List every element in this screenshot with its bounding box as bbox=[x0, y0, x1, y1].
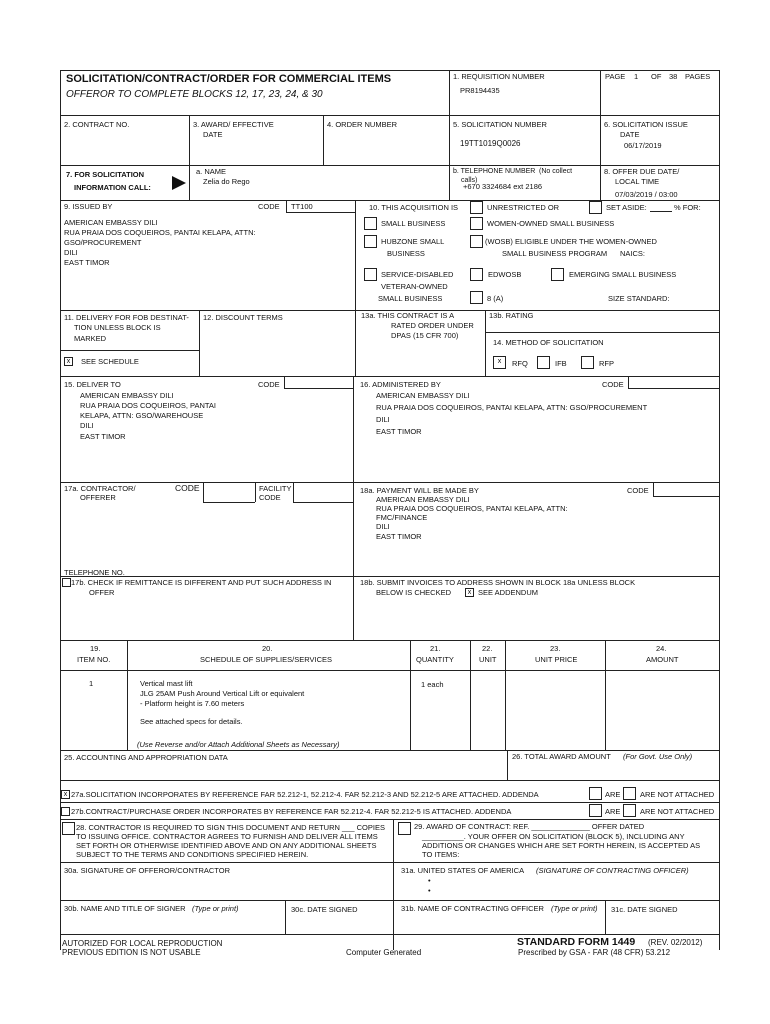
page-number: 1 bbox=[634, 72, 639, 81]
size-standard-label: SIZE STANDARD: bbox=[608, 294, 670, 303]
info-call-label-2: INFORMATION CALL: bbox=[74, 183, 151, 192]
deliver-to-line-1: AMERICAN EMBASSY DILI bbox=[80, 391, 174, 400]
form-number: STANDARD FORM 1449 bbox=[517, 936, 636, 948]
rated-order-label-2: RATED ORDER UNDER bbox=[391, 321, 474, 330]
contract-no-label: 2. CONTRACT NO. bbox=[64, 120, 130, 129]
telephone-number: +670 3324684 ext 2186 bbox=[463, 182, 543, 191]
administered-by-code-label: CODE bbox=[602, 380, 624, 389]
invoice-label: 18b. SUBMIT INVOICES TO ADDRESS SHOWN IN BLOCK 18a UNLESS BLOCK bbox=[360, 578, 636, 587]
telephone-label: b. TELEPHONE NUMBER bbox=[453, 168, 536, 175]
block29-line-4: TO ITEMS: bbox=[422, 850, 460, 859]
see-schedule-checkbox[interactable]: x bbox=[64, 357, 73, 366]
fob-label: 11. DELIVERY FOR FOB DESTINAT- bbox=[64, 313, 189, 322]
award-of-contract-checkbox[interactable] bbox=[398, 822, 411, 835]
issued-by-line-1: AMERICAN EMBASSY DILI bbox=[64, 218, 158, 227]
bullet-1: • bbox=[428, 876, 431, 885]
27b-not-attached-checkbox[interactable] bbox=[623, 804, 636, 817]
rfq-checkbox[interactable]: x bbox=[493, 356, 506, 369]
clause-27a: 27a.SOLICITATION INCORPORATES BY REFERENCE FAR 52.212-1, 52.212-4. FAR 52.212-3 AND 52.212-5 ARE ATTACHED. ADDENDA bbox=[71, 790, 539, 799]
eight-a-label: 8 (A) bbox=[487, 294, 504, 303]
prescribed-by: Prescribed by GSA - FAR (48 CFR) 53.212 bbox=[518, 948, 671, 957]
requisition-number: PR8194435 bbox=[460, 86, 500, 95]
emerging-label: EMERGING SMALL BUSINESS bbox=[569, 270, 677, 279]
telephone-label-2: calls) bbox=[461, 177, 478, 184]
rating-label: 13b. RATING bbox=[489, 311, 534, 320]
issued-by-code-label: CODE bbox=[258, 202, 280, 211]
fob-label-3: MARKED bbox=[74, 334, 107, 343]
payment-code-label: CODE bbox=[627, 486, 649, 495]
27a-are-label: ARE bbox=[605, 790, 621, 799]
naics-label: NAICS: bbox=[620, 249, 646, 258]
offeror-signature-label: 30a. SIGNATURE OF OFFEROR/CONTRACTOR bbox=[64, 866, 230, 875]
reverse-note: (Use Reverse and/or Attach Additional Sheets as Necessary) bbox=[137, 740, 340, 749]
clause-27b: 27b.CONTRACT/PURCHASE ORDER INCORPORATES BY REFERENCE FAR 52.212-4. FAR 52.212-5 IS ATTACHED. ADDENDA bbox=[71, 807, 512, 816]
no-collect-label: (No collect bbox=[539, 168, 573, 175]
wosb-checkbox[interactable] bbox=[470, 217, 483, 230]
block29-line-3: ADDITIONS OR CHANGES WHICH ARE SET FORTH HEREIN, IS ACCEPTED AS bbox=[422, 841, 701, 850]
rfq-label: RFQ bbox=[512, 359, 528, 368]
acquisition-label: 10. THIS ACQUISITION IS bbox=[369, 203, 459, 212]
item-description-1: Vertical mast lift bbox=[140, 679, 193, 688]
deliver-to-line-3: KELAPA, ATTN: GSO/WAREHOUSE bbox=[80, 411, 204, 420]
administered-by-label: 16. ADMINISTERED BY bbox=[360, 380, 441, 389]
col-schedule: SCHEDULE OF SUPPLIES/SERVICES bbox=[200, 655, 332, 664]
27a-not-attached-checkbox[interactable] bbox=[623, 787, 636, 800]
issue-date: 06/17/2019 bbox=[624, 141, 662, 150]
remittance-checkbox[interactable] bbox=[62, 578, 71, 587]
hubzone-label: HUBZONE SMALL bbox=[381, 237, 445, 246]
administered-by-line-1: AMERICAN EMBASSY DILI bbox=[376, 391, 470, 400]
issued-by-code: TT100 bbox=[291, 202, 313, 211]
deliver-to-label: 15. DELIVER TO bbox=[64, 380, 121, 389]
27b-not-attached-label: ARE NOT ATTACHED bbox=[640, 807, 715, 816]
administered-by-line-4: EAST TIMOR bbox=[376, 427, 422, 436]
payment-line-1: AMERICAN EMBASSY DILI bbox=[376, 495, 470, 504]
rated-order-label-3: DPAS (15 CFR 700) bbox=[391, 331, 459, 340]
administered-by-line-2: RUA PRAIA DOS COQUEIROS, PANTAI KELAPA, ATTN: GSO/PROCUREMENT bbox=[376, 403, 648, 412]
administered-by-line-3: DILI bbox=[376, 415, 390, 424]
co-name-label: 31b. NAME OF CONTRACTING OFFICER bbox=[401, 904, 544, 913]
col-item-no-num: 19. bbox=[90, 644, 101, 653]
addenda-27a-checkbox[interactable]: x bbox=[61, 790, 70, 799]
contractor-label-2: OFFERER bbox=[80, 493, 116, 502]
addenda-27b-checkbox[interactable] bbox=[61, 807, 70, 816]
ifb-checkbox[interactable] bbox=[537, 356, 550, 369]
issued-by-line-4: DILI bbox=[64, 248, 78, 257]
co-date-label: 31c. DATE SIGNED bbox=[611, 905, 678, 914]
remittance-label-2: OFFER bbox=[89, 588, 115, 597]
bullet-2: • bbox=[428, 886, 431, 895]
wosb-label: WOMEN-OWNED SMALL BUSINESS bbox=[487, 219, 615, 228]
unrestricted-checkbox[interactable] bbox=[470, 201, 483, 214]
wosb-eligible-label: (WOSB) ELIGIBLE UNDER THE WOMEN-OWNED bbox=[485, 237, 657, 246]
col-amount-num: 24. bbox=[656, 644, 667, 653]
block28-line-3: SET FORTH OR OTHERWISE IDENTIFIED ABOVE AND ON ANY ADDITIONAL SHEETS bbox=[76, 841, 377, 850]
issued-by-line-3: GSO/PROCUREMENT bbox=[64, 238, 142, 247]
col-schedule-num: 20. bbox=[262, 644, 273, 653]
offeror-date-label: 30c. DATE SIGNED bbox=[291, 905, 358, 914]
contractor-code-label: CODE bbox=[175, 483, 200, 493]
hubzone-checkbox[interactable] bbox=[364, 235, 377, 248]
27a-not-attached-label: ARE NOT ATTACHED bbox=[640, 790, 715, 799]
solicitation-number: 19TT1019Q0026 bbox=[460, 139, 521, 148]
telephone-no-label: TELEPHONE NO. bbox=[64, 568, 125, 577]
deliver-to-line-4: DILI bbox=[80, 421, 94, 430]
see-addendum-checkbox[interactable]: x bbox=[465, 588, 474, 597]
wosb-eligible-checkbox[interactable] bbox=[470, 235, 483, 248]
previous-edition-note: PREVIOUS EDITION IS NOT USABLE bbox=[62, 948, 201, 957]
col-unit-price-num: 23. bbox=[550, 644, 561, 653]
payment-label: 18a. PAYMENT WILL BE MADE BY bbox=[360, 486, 479, 495]
co-name-hint: (Type or print) bbox=[551, 904, 598, 913]
page-label: PAGE bbox=[605, 72, 626, 81]
ifb-label: IFB bbox=[555, 359, 567, 368]
payment-line-2: RUA PRAIA DOS COQUEIROS, PANTAI KELAPA, ATTN: bbox=[376, 504, 568, 513]
page-total: 38 bbox=[669, 72, 678, 81]
sdvosb-checkbox[interactable] bbox=[364, 268, 377, 281]
sdvosb-label-2: VETERAN-OWNED bbox=[381, 282, 448, 291]
name-label: a. NAME bbox=[196, 167, 227, 176]
sdvosb-label-3: SMALL BUSINESS bbox=[378, 294, 443, 303]
unrestricted-label: UNRESTRICTED OR bbox=[487, 203, 560, 212]
facility-code-label: FACILITY bbox=[259, 484, 292, 493]
pages-label: PAGES bbox=[685, 72, 711, 81]
col-unit-num: 22. bbox=[482, 644, 493, 653]
discount-terms-label: 12. DISCOUNT TERMS bbox=[203, 313, 283, 322]
edwosb-label: EDWOSB bbox=[488, 270, 522, 279]
page-of: OF bbox=[651, 72, 662, 81]
item-description-3: - Platform height is 7.60 meters bbox=[140, 699, 245, 708]
edwosb-checkbox[interactable] bbox=[470, 268, 483, 281]
item-description-4: See attached specs for details. bbox=[140, 717, 243, 726]
item-quantity: 1 each bbox=[421, 680, 444, 689]
rfp-label: RFP bbox=[599, 359, 614, 368]
offeror-signature-field[interactable] bbox=[64, 878, 384, 900]
rated-order-label: 13a. THIS CONTRACT IS A bbox=[361, 311, 455, 320]
computer-generated-note: Computer Generated bbox=[346, 948, 422, 957]
block29-line-2: __________. YOUR OFFER ON SOLICITATION (BLOCK 5), INCLUDING ANY bbox=[422, 832, 685, 841]
percent-for-label: % FOR: bbox=[674, 203, 701, 212]
local-reproduction-note: AUTORIZED FOR LOCAL REPRODUCTION bbox=[62, 939, 223, 948]
award-date-label-2: DATE bbox=[203, 130, 223, 139]
accounting-label: 25. ACCOUNTING AND APPROPRIATION DATA bbox=[64, 753, 228, 762]
block29-line-1: 29. AWARD OF CONTRACT: REF. ______________ OFFER DATED bbox=[414, 822, 645, 831]
27b-are-label: ARE bbox=[605, 807, 621, 816]
us-signature-label: 31a. UNITED STATES OF AMERICA bbox=[401, 866, 525, 875]
form-title: SOLICITATION/CONTRACT/ORDER FOR COMMERCIAL ITEMS bbox=[66, 73, 392, 85]
issued-by-line-5: EAST TIMOR bbox=[64, 258, 110, 267]
set-aside-label: SET ASIDE: bbox=[606, 203, 647, 212]
method-label: 14. METHOD OF SOLICITATION bbox=[493, 338, 604, 347]
invoice-label-2: BELOW IS CHECKED bbox=[376, 588, 452, 597]
set-aside-checkbox[interactable] bbox=[589, 201, 602, 214]
solicitation-number-label: 5. SOLICITATION NUMBER bbox=[453, 120, 547, 129]
small-business-label: SMALL BUSINESS bbox=[381, 219, 446, 228]
fob-label-2: TION UNLESS BLOCK IS bbox=[74, 323, 161, 332]
issued-by-line-2: RUA PRAIA DOS COQUEIROS, PANTAI KELAPA, ATTN: bbox=[64, 228, 256, 237]
emerging-checkbox[interactable] bbox=[551, 268, 564, 281]
facility-code-label-2: CODE bbox=[259, 493, 281, 502]
27a-are-checkbox[interactable] bbox=[589, 787, 602, 800]
co-signature-hint: (SIGNATURE OF CONTRACTING OFFICER) bbox=[536, 866, 689, 875]
contact-name: Zelia do Rego bbox=[203, 177, 250, 186]
offer-due-label: 8. OFFER DUE DATE/ bbox=[604, 167, 680, 176]
order-number-label: 4. ORDER NUMBER bbox=[327, 120, 398, 129]
wosb-program-label: SMALL BUSINESS PROGRAM bbox=[502, 249, 608, 258]
offer-due-date: 07/03/2019 / 03:00 bbox=[615, 190, 678, 199]
requisition-label: 1. REQUISITION NUMBER bbox=[453, 72, 545, 81]
deliver-to-line-5: EAST TIMOR bbox=[80, 432, 126, 441]
sdvosb-label: SERVICE-DISABLED bbox=[381, 270, 454, 279]
issued-by-label: 9. ISSUED BY bbox=[64, 202, 113, 211]
block28-line-4: SUBJECT TO THE TERMS AND CONDITIONS SPECIFIED HEREIN. bbox=[76, 850, 309, 859]
signer-name-label: 30b. NAME AND TITLE OF SIGNER bbox=[64, 904, 186, 913]
col-quantity: QUANTITY bbox=[416, 655, 454, 664]
block28-line-2: TO ISSUING OFFICE. CONTRACTOR AGREES TO FURNISH AND DELIVER ALL ITEMS bbox=[76, 832, 378, 841]
col-item-no: ITEM NO. bbox=[77, 655, 111, 664]
issue-date-label: 6. SOLICITATION ISSUE bbox=[604, 120, 688, 129]
item-number: 1 bbox=[89, 679, 94, 688]
col-unit-price: UNIT PRICE bbox=[535, 655, 578, 664]
27b-are-checkbox[interactable] bbox=[589, 804, 602, 817]
item-description-2: JLG 25AM Push Around Vertical Lift or equivalent bbox=[140, 689, 305, 698]
rfp-checkbox[interactable] bbox=[581, 356, 594, 369]
signer-name-hint: (Type or print) bbox=[192, 904, 239, 913]
payment-line-4: DILI bbox=[376, 522, 390, 531]
deliver-to-code-label: CODE bbox=[258, 380, 280, 389]
col-unit: UNIT bbox=[479, 655, 497, 664]
col-amount: AMOUNT bbox=[646, 655, 679, 664]
total-award-label: 26. TOTAL AWARD AMOUNT bbox=[512, 752, 611, 761]
eight-a-checkbox[interactable] bbox=[470, 291, 483, 304]
award-date-label: 3. AWARD/ EFFECTIVE bbox=[193, 120, 274, 129]
info-call-label: 7. FOR SOLICITATION bbox=[66, 170, 145, 179]
offer-due-label-2: LOCAL TIME bbox=[615, 177, 660, 186]
arrow-right-icon bbox=[172, 176, 186, 190]
see-addendum-label: SEE ADDENDUM bbox=[478, 588, 539, 597]
col-quantity-num: 21. bbox=[430, 644, 441, 653]
form-revision: (REV. 02/2012) bbox=[648, 938, 703, 947]
payment-line-5: EAST TIMOR bbox=[376, 532, 422, 541]
remittance-label: 17b. CHECK IF REMITTANCE IS DIFFERENT AND PUT SUCH ADDRESS IN bbox=[71, 578, 332, 587]
see-schedule-label: SEE SCHEDULE bbox=[81, 357, 139, 366]
issue-date-label-2: DATE bbox=[620, 130, 640, 139]
hubzone-label-2: BUSINESS bbox=[387, 249, 425, 258]
small-business-checkbox[interactable] bbox=[364, 217, 377, 230]
payment-line-3: FMC/FINANCE bbox=[376, 513, 428, 522]
block28-line-1: 28. CONTRACTOR IS REQUIRED TO SIGN THIS DOCUMENT AND RETURN ___ COPIES bbox=[76, 823, 385, 832]
deliver-to-line-2: RUA PRAIA DOS COQUEIROS, PANTAI bbox=[80, 401, 216, 410]
return-copies-checkbox[interactable] bbox=[62, 822, 75, 835]
form-subtitle: OFFEROR TO COMPLETE BLOCKS 12, 17, 23, 24, & 30 bbox=[66, 89, 323, 100]
contractor-label: 17a. CONTRACTOR/ bbox=[64, 484, 136, 493]
govt-use-label: (For Govt. Use Only) bbox=[623, 752, 693, 761]
